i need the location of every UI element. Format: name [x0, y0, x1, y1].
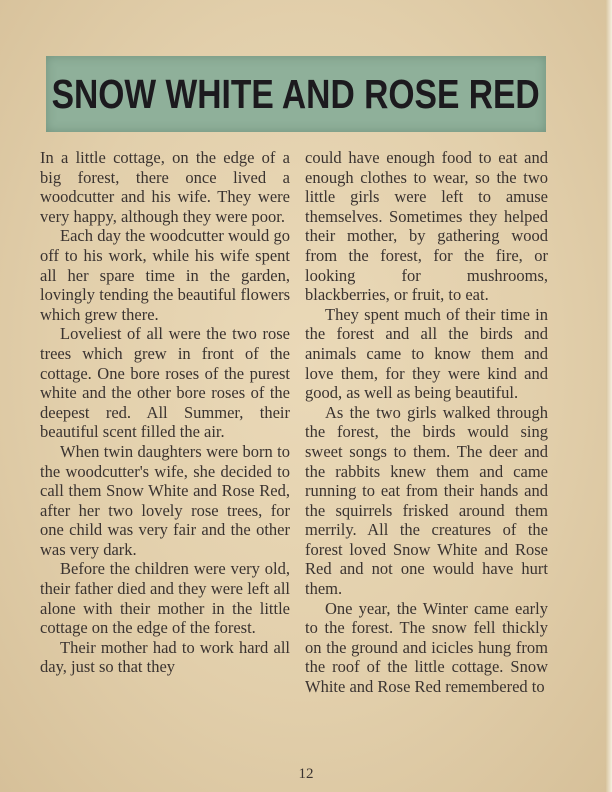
title-banner: [46, 56, 546, 132]
paragraph: When twin daughters were born to the woodcutter's wife, she decided to call them Snow White and Rose Red, after her two lovely rose trees, for one child was very fair and the other was very dark.: [40, 441, 290, 559]
paragraph: Before the children were very old, their father died and they were left all alone with their mother in the little cottage on the edge of the forest.: [40, 559, 290, 638]
story-title: SNOW WHITE AND ROSE RED: [51, 70, 541, 117]
paragraph: Loveliest of all were the two rose trees which grew in front of the cottage. One bore roses of the purest white and the other bore roses of the deepest red. All Summer, their beautiful scent filled the air.: [40, 324, 290, 442]
paragraph: Their mother had to work hard all day, just so that they: [40, 637, 290, 677]
paragraph: They spent much of their time in the forest and all the birds and animals came to know them and love them, for they were kind and good, as well as being beautiful.: [305, 304, 548, 403]
paragraph: As the two girls walked through the forest, the birds would sing sweet songs to them. The deer and the rabbits knew them and came running to eat from their hands and the squirrels frisked around them merrily. All the creatures of the forest loved Snow White and Rose Red and not one would have hurt them.: [305, 402, 548, 599]
paragraph: One year, the Winter came early to the forest. The snow fell thickly on the ground and icicles hung from the roof of the little cottage. Snow White and Rose Red remembered to: [305, 598, 548, 697]
paragraph: Each day the woodcutter would go off to his work, while his wife spent all her spare time in the garden, lovingly tending the beautiful flowers which grew there.: [40, 226, 290, 324]
left-column: [40, 148, 290, 677]
paragraph: In a little cottage, on the edge of a big forest, there once lived a woodcutter and his wife. They were very happy, although they were poor.: [40, 148, 290, 226]
page-edge: [606, 0, 612, 792]
page-number: 12: [298, 766, 314, 782]
paragraph: could have enough food to eat and enough clothes to wear, so the two little girls were left to amuse themselves. Sometimes they helped their mother, by gathering wood from the forest, for the fire, or looking for mushrooms, blackberries, or fruit, to eat.: [305, 148, 548, 305]
right-column: [305, 148, 548, 697]
